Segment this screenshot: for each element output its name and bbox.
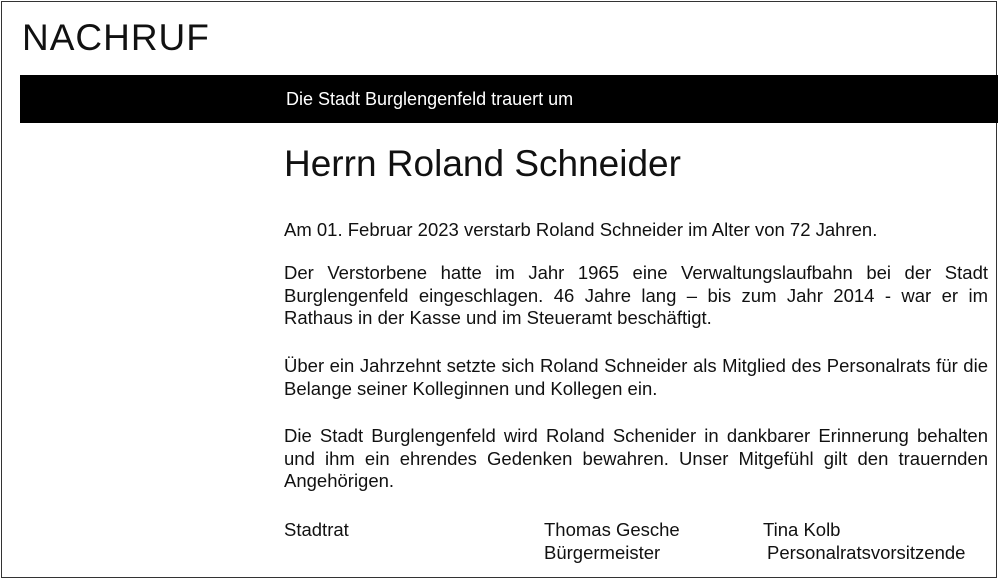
signature-mayor-name: Thomas Gesche [544, 519, 680, 540]
signature-council: Stadtrat [284, 519, 349, 540]
signature-representative-title: Personalratsvorsitzende [767, 542, 966, 563]
paragraph-condolence: Die Stadt Burglengenfeld wird Roland Schenider in dankbarer Erinnerung behalten und ihm ein ehrendes Gedenken bewahren. Unser Mitgefühl gilt den trauernden Angehörigen. [284, 425, 988, 491]
deceased-name: Herrn Roland Schneider [284, 143, 681, 184]
paragraph-staff-council: Über ein Jahrzehnt setzte sich Roland Schneider als Mitglied des Personalrats für die Belange seiner Kolleginnen und Kollegen ein. [284, 355, 988, 399]
banner-bar [20, 75, 998, 123]
notice-headline: NACHRUF [22, 17, 210, 58]
banner-text: Die Stadt Burglengenfeld trauert um [286, 89, 574, 109]
signature-mayor-title: Bürgermeister [544, 542, 661, 563]
signature-representative-name: Tina Kolb [763, 519, 841, 540]
paragraph-career: Der Verstorbene hatte im Jahr 1965 eine Verwaltungslaufbahn bei der Stadt Burglengenfeld eingeschlagen. 46 Jahre lang – bis zum Jahr 2014 - war er im Rathaus in der Kasse und im Steueramt beschäftigt. [284, 262, 988, 328]
paragraph-death-date: Am 01. Februar 2023 verstarb Roland Schneider im Alter von 72 Jahren. [284, 219, 878, 240]
